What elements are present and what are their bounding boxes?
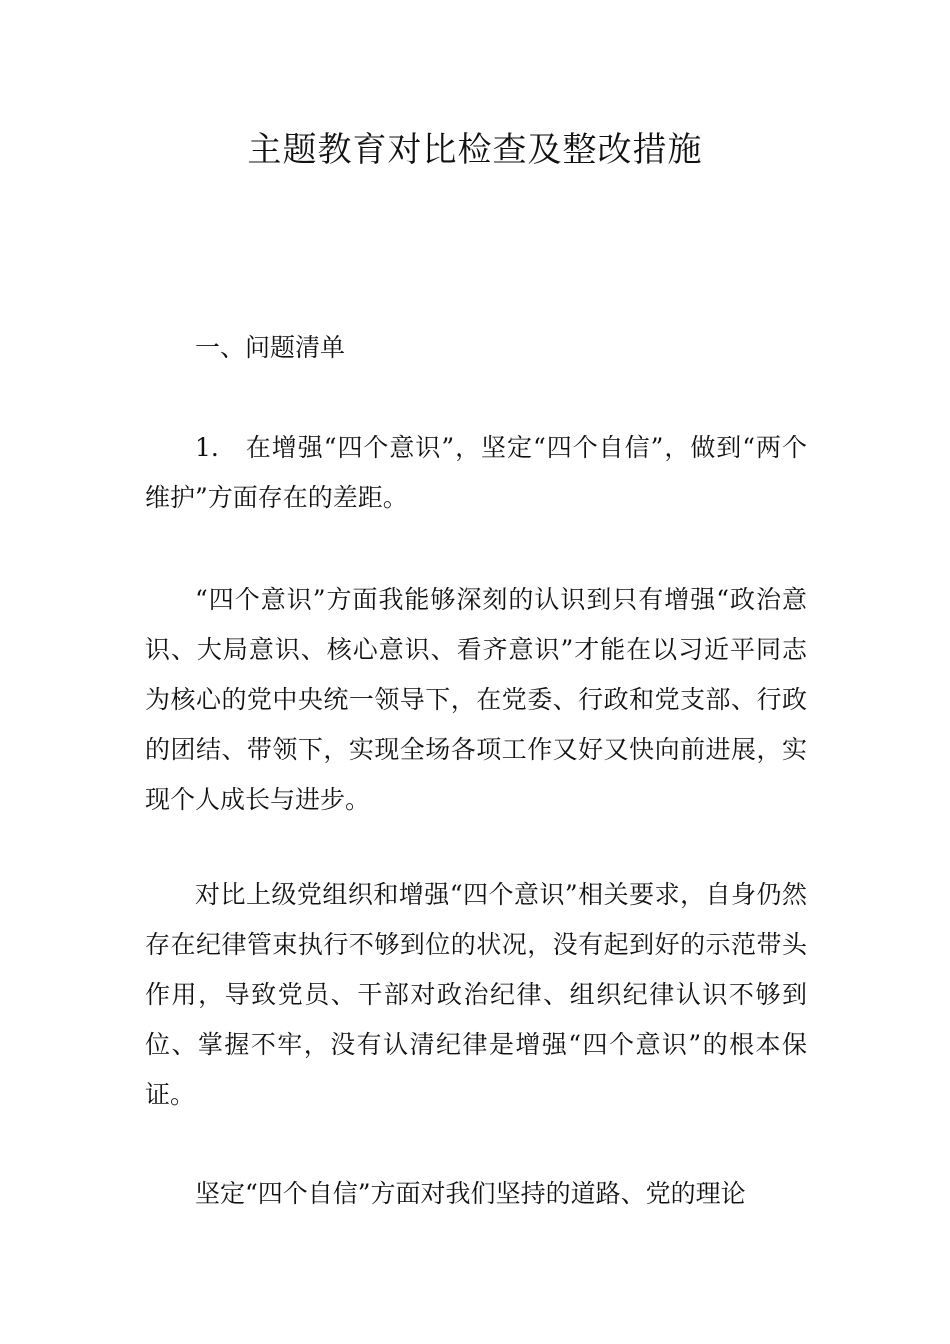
body-paragraph-3: 坚定“四个自信”方面对我们坚持的道路、党的理论 [195, 1179, 746, 1208]
section-heading-problem-list: 一、问题清单 [195, 333, 346, 362]
body-paragraph-1: “四个意识”方面我能够深刻的认识到只有增强“政治意识、大局意识、核心意识、看齐意识”才能在以习近平同志为核心的党中央统一领导下，在党委、行政和党支部、行政的团结、带领下，实现全场各项工作又好又快向前进展，实现个人成长与进步。 [145, 585, 807, 814]
problem-item-1: 1. 在增强“四个意识”，坚定“四个自信”，做到“两个维护”方面存在的差距。 [145, 433, 807, 512]
document-title: 主题教育对比检查及整改措施 [247, 130, 703, 170]
body-paragraph-2: 对比上级党组织和增强“四个意识”相关要求，自身仍然存在纪律管束执行不够到位的状况，没有起到好的示范带头作用，导致党员、干部对政治纪律、组织纪律认识不够到位、掌握不牢，没有认清纪律是增强“四个意识”的根本保证。 [145, 880, 807, 1109]
